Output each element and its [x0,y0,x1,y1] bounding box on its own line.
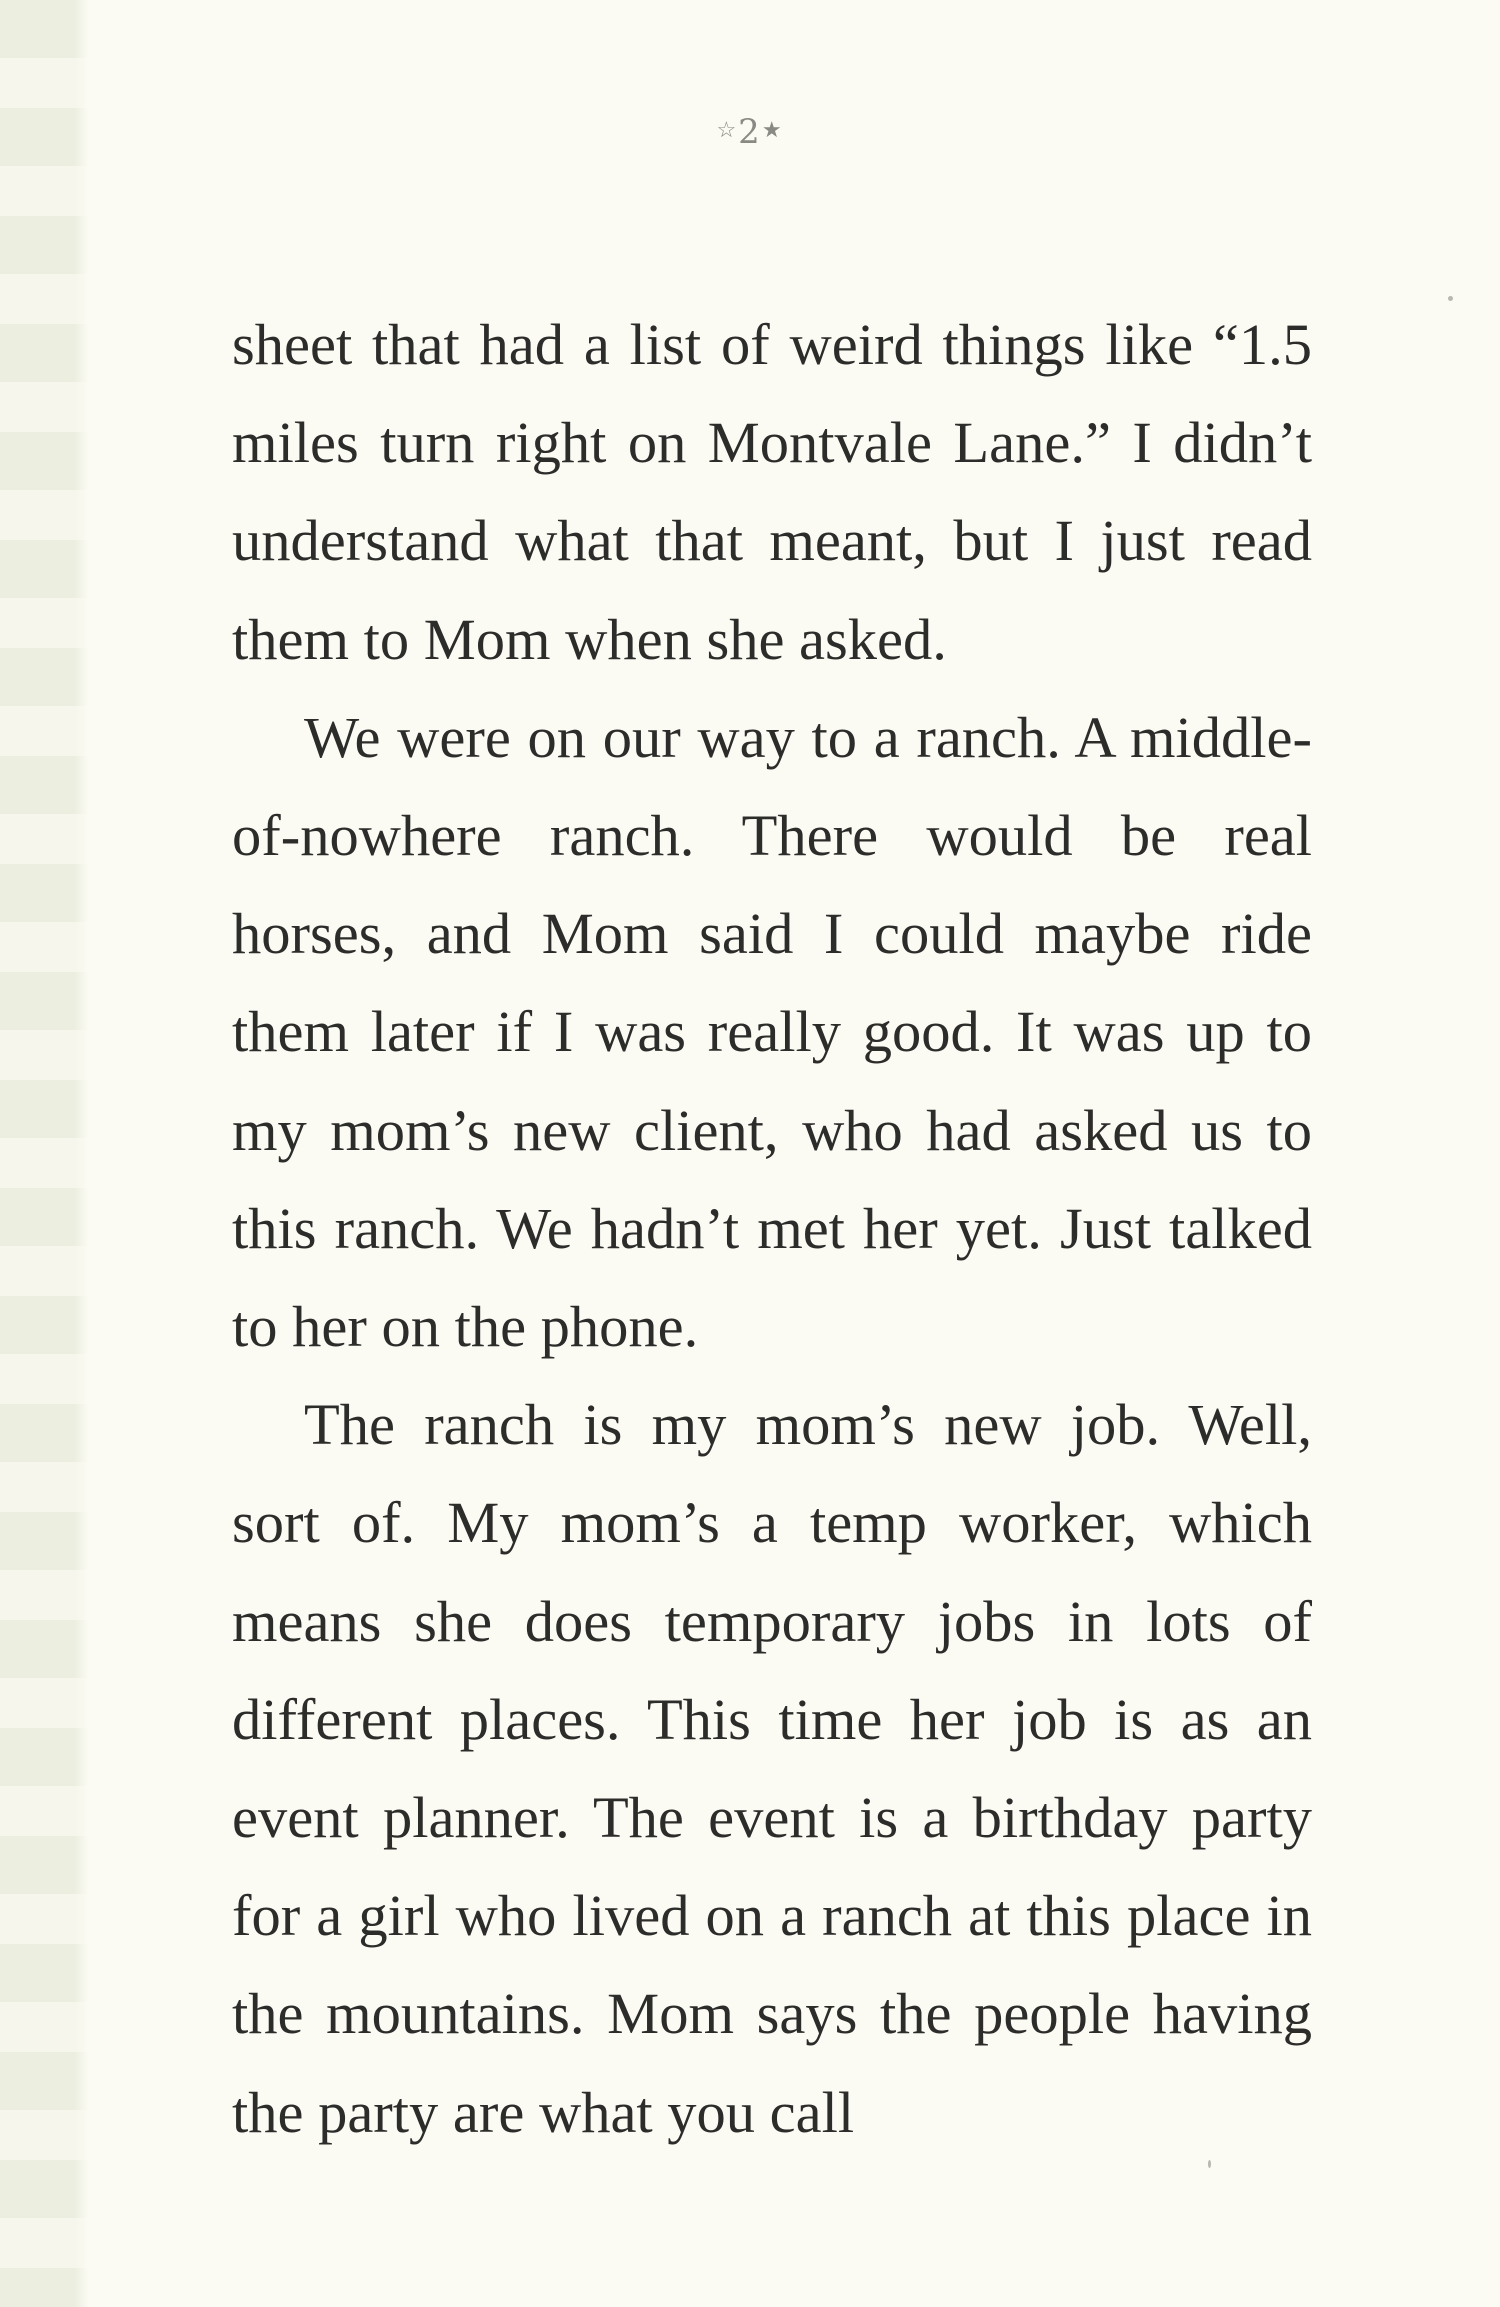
paper-speck [1208,2160,1211,2168]
paragraph: The ranch is my mom’s new job. Well, sort of. My mom’s a temp worker, which means she does temporary jobs in lots of different places. This time her job is as an event planner. The event is a birthday party for a girl who lived on a ranch at this place in the mountains. Mom says the people having the party are what you call [232,1392,1312,2145]
page-number [0,112,1500,152]
body-text [232,296,1312,2162]
star-ornament-icon: ☆ [716,118,739,143]
paper-speck [1448,296,1453,301]
star-ornament-icon: ★ [761,118,784,143]
page-number-value: 2 [738,112,762,152]
paragraph: We were on our way to a ranch. A middle-of-nowhere ranch. There would be real horses, and Mom said I could maybe ride them later if I was really good. It was up to my mom’s new client, who had asked us to this ranch. We hadn’t met her yet. Just talked to her on the phone. [232,704,1312,1360]
paragraph-continued: sheet that had a list of weird things like “1.5 miles turn right on Montvale Lane.” I didn’t understand what that meant, but I just read them to Mom when she asked. [232,312,1312,672]
page-gutter [0,0,88,2307]
